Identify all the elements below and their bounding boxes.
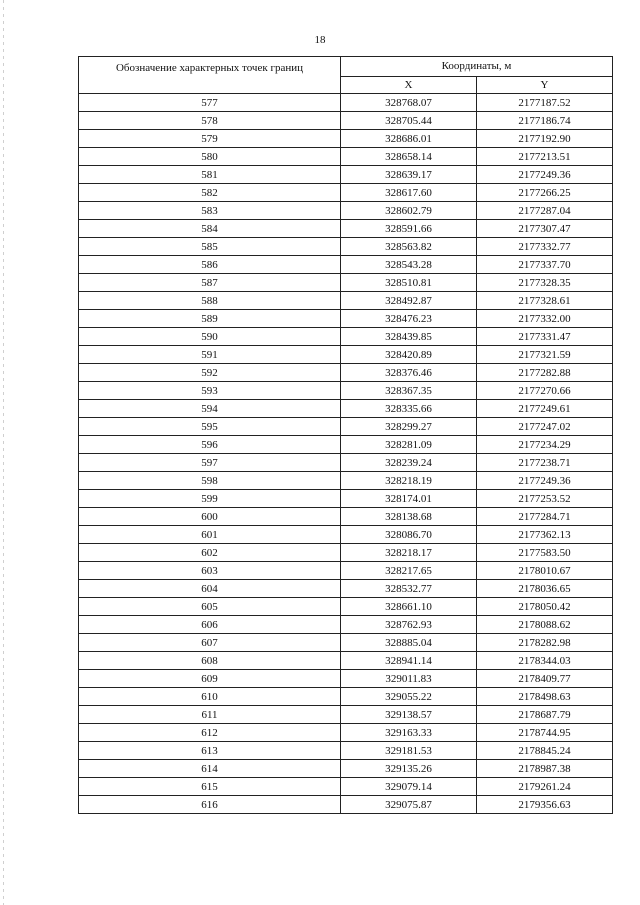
x-coordinate-cell: 328420.89 xyxy=(341,346,477,364)
x-coordinate-cell: 329011.83 xyxy=(341,670,477,688)
y-coordinate-cell: 2178050.42 xyxy=(477,598,613,616)
point-cell: 599 xyxy=(79,490,341,508)
x-coordinate-cell: 328543.28 xyxy=(341,256,477,274)
y-coordinate-cell: 2177213.51 xyxy=(477,148,613,166)
table-row xyxy=(79,202,613,220)
y-coordinate-cell: 2178036.65 xyxy=(477,580,613,598)
y-coordinate-cell: 2177332.00 xyxy=(477,310,613,328)
header-x: X xyxy=(341,76,477,93)
x-coordinate-cell: 328476.23 xyxy=(341,310,477,328)
x-coordinate-cell: 328510.81 xyxy=(341,274,477,292)
y-coordinate-cell: 2177282.88 xyxy=(477,364,613,382)
x-coordinate-cell: 328762.93 xyxy=(341,616,477,634)
point-cell: 595 xyxy=(79,418,341,436)
table-row xyxy=(79,580,613,598)
x-coordinate-cell: 328218.17 xyxy=(341,544,477,562)
table-row xyxy=(79,724,613,742)
x-coordinate-cell: 328768.07 xyxy=(341,94,477,112)
table-row xyxy=(79,346,613,364)
point-cell: 580 xyxy=(79,148,341,166)
x-coordinate-cell: 328335.66 xyxy=(341,400,477,418)
x-coordinate-cell: 328941.14 xyxy=(341,652,477,670)
y-coordinate-cell: 2177337.70 xyxy=(477,256,613,274)
table-row xyxy=(79,400,613,418)
table-row xyxy=(79,490,613,508)
table-row xyxy=(79,238,613,256)
point-cell: 606 xyxy=(79,616,341,634)
y-coordinate-cell: 2177321.59 xyxy=(477,346,613,364)
table-body xyxy=(79,94,613,814)
table-row xyxy=(79,148,613,166)
point-cell: 608 xyxy=(79,652,341,670)
point-cell: 593 xyxy=(79,382,341,400)
table-row xyxy=(79,166,613,184)
y-coordinate-cell: 2177249.36 xyxy=(477,166,613,184)
table-row xyxy=(79,418,613,436)
y-coordinate-cell: 2178744.95 xyxy=(477,724,613,742)
x-coordinate-cell: 328218.19 xyxy=(341,472,477,490)
y-coordinate-cell: 2178088.62 xyxy=(477,616,613,634)
header-points: Обозначение характерных точек границ xyxy=(79,57,341,94)
table-row xyxy=(79,634,613,652)
y-coordinate-cell: 2177247.02 xyxy=(477,418,613,436)
table-row xyxy=(79,688,613,706)
table-row xyxy=(79,706,613,724)
y-coordinate-cell: 2177332.77 xyxy=(477,238,613,256)
point-cell: 586 xyxy=(79,256,341,274)
point-cell: 583 xyxy=(79,202,341,220)
table-row xyxy=(79,616,613,634)
y-coordinate-cell: 2177266.25 xyxy=(477,184,613,202)
y-coordinate-cell: 2178498.63 xyxy=(477,688,613,706)
point-cell: 611 xyxy=(79,706,341,724)
point-cell: 613 xyxy=(79,742,341,760)
point-cell: 581 xyxy=(79,166,341,184)
y-coordinate-cell: 2177187.52 xyxy=(477,94,613,112)
x-coordinate-cell: 328658.14 xyxy=(341,148,477,166)
point-cell: 609 xyxy=(79,670,341,688)
point-cell: 584 xyxy=(79,220,341,238)
point-cell: 614 xyxy=(79,760,341,778)
table-row xyxy=(79,778,613,796)
point-cell: 582 xyxy=(79,184,341,202)
point-cell: 615 xyxy=(79,778,341,796)
y-coordinate-cell: 2179356.63 xyxy=(477,796,613,814)
table-row xyxy=(79,472,613,490)
point-cell: 601 xyxy=(79,526,341,544)
y-coordinate-cell: 2178344.03 xyxy=(477,652,613,670)
table-row xyxy=(79,670,613,688)
y-coordinate-cell: 2177328.35 xyxy=(477,274,613,292)
x-coordinate-cell: 328239.24 xyxy=(341,454,477,472)
table-row xyxy=(79,598,613,616)
table-row xyxy=(79,652,613,670)
table-row xyxy=(79,562,613,580)
x-coordinate-cell: 329163.33 xyxy=(341,724,477,742)
x-coordinate-cell: 328086.70 xyxy=(341,526,477,544)
y-coordinate-cell: 2179261.24 xyxy=(477,778,613,796)
table-row xyxy=(79,112,613,130)
y-coordinate-cell: 2177331.47 xyxy=(477,328,613,346)
y-coordinate-cell: 2177307.47 xyxy=(477,220,613,238)
x-coordinate-cell: 329138.57 xyxy=(341,706,477,724)
point-cell: 612 xyxy=(79,724,341,742)
x-coordinate-cell: 328492.87 xyxy=(341,292,477,310)
point-cell: 588 xyxy=(79,292,341,310)
point-cell: 603 xyxy=(79,562,341,580)
x-coordinate-cell: 328439.85 xyxy=(341,328,477,346)
table-row xyxy=(79,184,613,202)
point-cell: 594 xyxy=(79,400,341,418)
x-coordinate-cell: 328639.17 xyxy=(341,166,477,184)
y-coordinate-cell: 2177253.52 xyxy=(477,490,613,508)
x-coordinate-cell: 328661.10 xyxy=(341,598,477,616)
x-coordinate-cell: 328591.66 xyxy=(341,220,477,238)
table-row xyxy=(79,274,613,292)
y-coordinate-cell: 2178987.38 xyxy=(477,760,613,778)
y-coordinate-cell: 2177234.29 xyxy=(477,436,613,454)
x-coordinate-cell: 328602.79 xyxy=(341,202,477,220)
table-row xyxy=(79,742,613,760)
coordinates-table xyxy=(78,56,613,814)
point-cell: 604 xyxy=(79,580,341,598)
y-coordinate-cell: 2177287.04 xyxy=(477,202,613,220)
table-row xyxy=(79,760,613,778)
x-coordinate-cell: 328686.01 xyxy=(341,130,477,148)
point-cell: 592 xyxy=(79,364,341,382)
x-coordinate-cell: 328885.04 xyxy=(341,634,477,652)
point-cell: 590 xyxy=(79,328,341,346)
point-cell: 578 xyxy=(79,112,341,130)
y-coordinate-cell: 2177249.61 xyxy=(477,400,613,418)
table-row xyxy=(79,436,613,454)
x-coordinate-cell: 328705.44 xyxy=(341,112,477,130)
x-coordinate-cell: 328367.35 xyxy=(341,382,477,400)
y-coordinate-cell: 2178687.79 xyxy=(477,706,613,724)
table-row xyxy=(79,310,613,328)
x-coordinate-cell: 329135.26 xyxy=(341,760,477,778)
table-row xyxy=(79,220,613,238)
y-coordinate-cell: 2177192.90 xyxy=(477,130,613,148)
point-cell: 597 xyxy=(79,454,341,472)
y-coordinate-cell: 2177362.13 xyxy=(477,526,613,544)
point-cell: 577 xyxy=(79,94,341,112)
page-number: 18 xyxy=(314,34,326,46)
y-coordinate-cell: 2178409.77 xyxy=(477,670,613,688)
point-cell: 607 xyxy=(79,634,341,652)
x-coordinate-cell: 328563.82 xyxy=(341,238,477,256)
point-cell: 598 xyxy=(79,472,341,490)
x-coordinate-cell: 328174.01 xyxy=(341,490,477,508)
table-row xyxy=(79,292,613,310)
table-row xyxy=(79,454,613,472)
y-coordinate-cell: 2178845.24 xyxy=(477,742,613,760)
table-row xyxy=(79,328,613,346)
point-cell: 587 xyxy=(79,274,341,292)
x-coordinate-cell: 328138.68 xyxy=(341,508,477,526)
table-row xyxy=(79,256,613,274)
table-row xyxy=(79,526,613,544)
table-row xyxy=(79,94,613,112)
x-coordinate-cell: 329079.14 xyxy=(341,778,477,796)
table-header-row xyxy=(79,57,613,77)
y-coordinate-cell: 2177583.50 xyxy=(477,544,613,562)
y-coordinate-cell: 2178010.67 xyxy=(477,562,613,580)
y-coordinate-cell: 2177186.74 xyxy=(477,112,613,130)
x-coordinate-cell: 328281.09 xyxy=(341,436,477,454)
y-coordinate-cell: 2177284.71 xyxy=(477,508,613,526)
scan-edge-artifact xyxy=(3,0,4,905)
table-row xyxy=(79,130,613,148)
point-cell: 605 xyxy=(79,598,341,616)
y-coordinate-cell: 2177270.66 xyxy=(477,382,613,400)
x-coordinate-cell: 328217.65 xyxy=(341,562,477,580)
y-coordinate-cell: 2177249.36 xyxy=(477,472,613,490)
table-row xyxy=(79,508,613,526)
point-cell: 589 xyxy=(79,310,341,328)
x-coordinate-cell: 328532.77 xyxy=(341,580,477,598)
point-cell: 591 xyxy=(79,346,341,364)
table-row xyxy=(79,796,613,814)
point-cell: 596 xyxy=(79,436,341,454)
x-coordinate-cell: 328299.27 xyxy=(341,418,477,436)
point-cell: 602 xyxy=(79,544,341,562)
x-coordinate-cell: 329075.87 xyxy=(341,796,477,814)
y-coordinate-cell: 2177238.71 xyxy=(477,454,613,472)
header-coordinates: Координаты, м xyxy=(341,57,613,77)
point-cell: 616 xyxy=(79,796,341,814)
x-coordinate-cell: 329181.53 xyxy=(341,742,477,760)
point-cell: 579 xyxy=(79,130,341,148)
point-cell: 610 xyxy=(79,688,341,706)
table-row xyxy=(79,544,613,562)
point-cell: 585 xyxy=(79,238,341,256)
table-row xyxy=(79,382,613,400)
x-coordinate-cell: 328617.60 xyxy=(341,184,477,202)
header-y: Y xyxy=(477,76,613,93)
point-cell: 600 xyxy=(79,508,341,526)
x-coordinate-cell: 329055.22 xyxy=(341,688,477,706)
x-coordinate-cell: 328376.46 xyxy=(341,364,477,382)
y-coordinate-cell: 2178282.98 xyxy=(477,634,613,652)
y-coordinate-cell: 2177328.61 xyxy=(477,292,613,310)
table-row xyxy=(79,364,613,382)
